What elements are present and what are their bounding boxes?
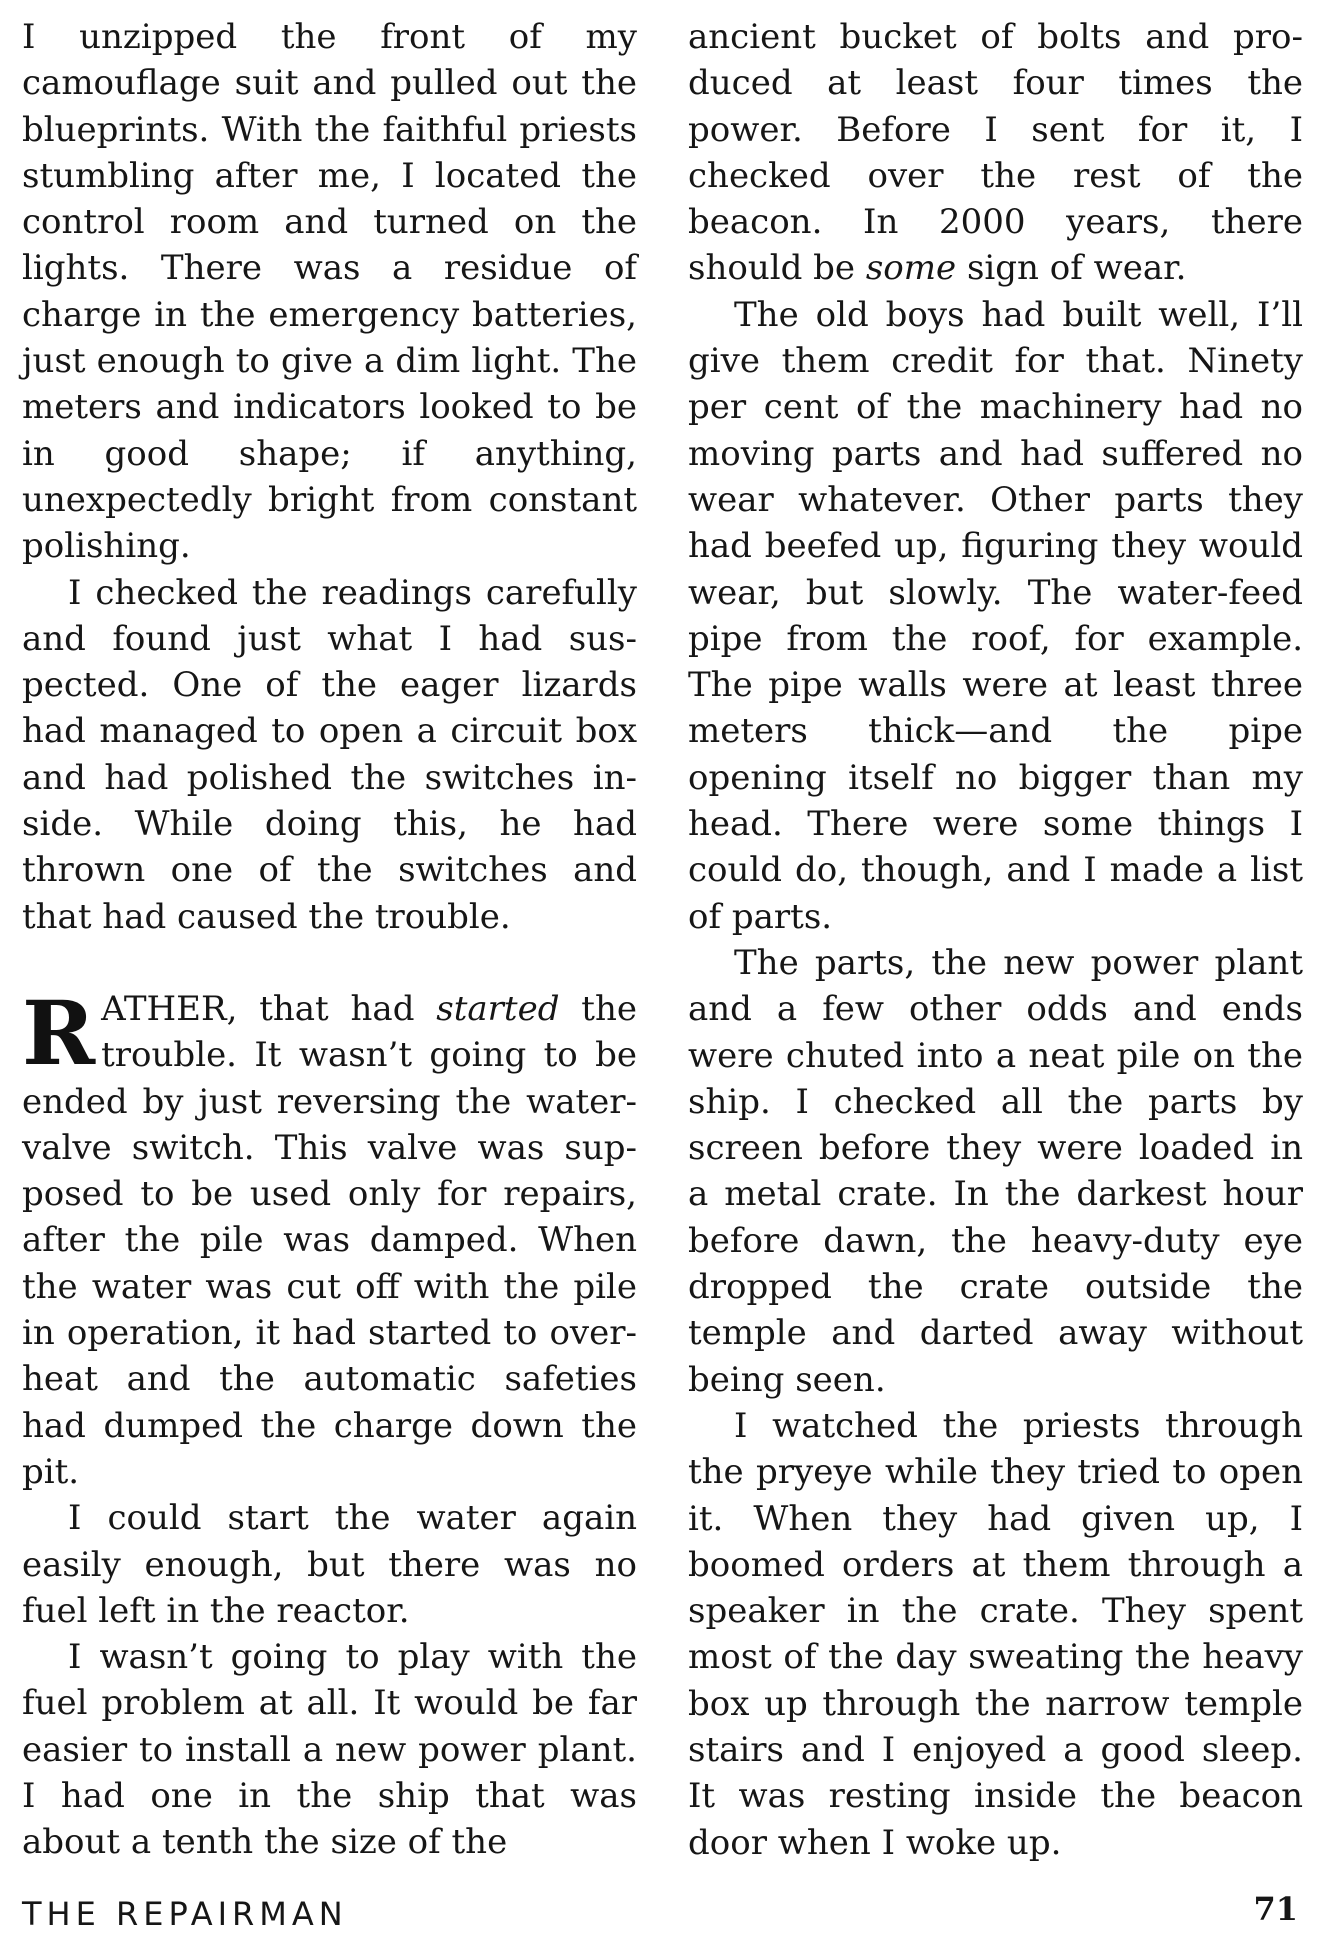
text-run: sign of wear. xyxy=(956,248,1187,289)
paragraph: The old boys had built well, I’ll give them credit for that. Ninety per cent of the machinery had no moving parts and had suffered no wear whatever. Other parts they had beefed up, figuring they would wear, but slowly. The water-feed pipe from the roof, for example. The pipe walls were at least three meters thick—and the pipe opening itself no bigger than my head. There were some things I could do, though, and I made a list of parts. xyxy=(688,294,1303,937)
left-column xyxy=(22,14,637,1866)
paragraph xyxy=(688,14,1303,292)
page-number: 71 xyxy=(1253,1890,1298,1928)
paragraph: The parts, the new power plant and a few other odds and ends were chuted into a neat pile on the ship. I checked all the parts by screen before they were loaded in a metal crate. In the darkest hour before dawn, the heavy-duty eye dropped the crate outside the temple and darted away without being seen. xyxy=(688,942,1303,1400)
paragraph: I wasn’t going to play with the fuel problem at all. It would be far easier to install a new power plant. I had one in the ship that was about a tenth the size of the xyxy=(22,1637,637,1863)
text-run: ancient bucket of bolts and produced at least four times the power. Before I sent for it, I checked over the rest of the beacon. In 2000 years, there should be xyxy=(688,17,1303,289)
emphasis: some xyxy=(865,248,957,289)
emphasis: started xyxy=(436,988,560,1029)
paragraph: I watched the priests through the pryeye while they tried to open it. When they had given up, I boomed orders at them through a speaker in the crate. They spent most of the day sweating the heavy box up through the narrow temple stairs and I enjoyed a good sleep. It was resting inside the beacon door when I woke up. xyxy=(688,1405,1303,1863)
section-paragraph xyxy=(22,980,637,1495)
running-footer-title: THE REPAIRMAN xyxy=(22,1895,348,1933)
paragraph: I unzipped the front of my camouflage suit and pulled out the blueprints. With the faithful priests stumbling after me, I located the control room and turned on the lights. There was a residue of charge in the emergency batteries, just enough to give a dim light. The meters and indicators looked to be in good shape; if anything, unexpectedly bright from constant polishing. xyxy=(22,17,637,567)
paragraph: I could start the water again easily enough, but there was no fuel left in the reactor. xyxy=(22,1498,637,1631)
right-column xyxy=(688,14,1303,1866)
drop-cap: R xyxy=(22,980,96,1085)
paragraph: I checked the readings carefully and found just what I had suspected. One of the eager lizards had managed to open a circuit box and had polished the switches inside. While doing this, he had thrown one of the switches and that had caused the trouble. xyxy=(22,572,637,937)
lead-word: ATHER, xyxy=(101,988,238,1029)
text-run: that had xyxy=(237,988,437,1029)
text-run: the trouble. It wasn’t going to be ended by just reversing the water-valve switch. This valve was supposed to be used only for repairs, after the pile was damped. When the water was cut off with the pile in operation, it had started to overheat and the automatic safeties had dumped the charge down the pit. xyxy=(22,988,637,1492)
